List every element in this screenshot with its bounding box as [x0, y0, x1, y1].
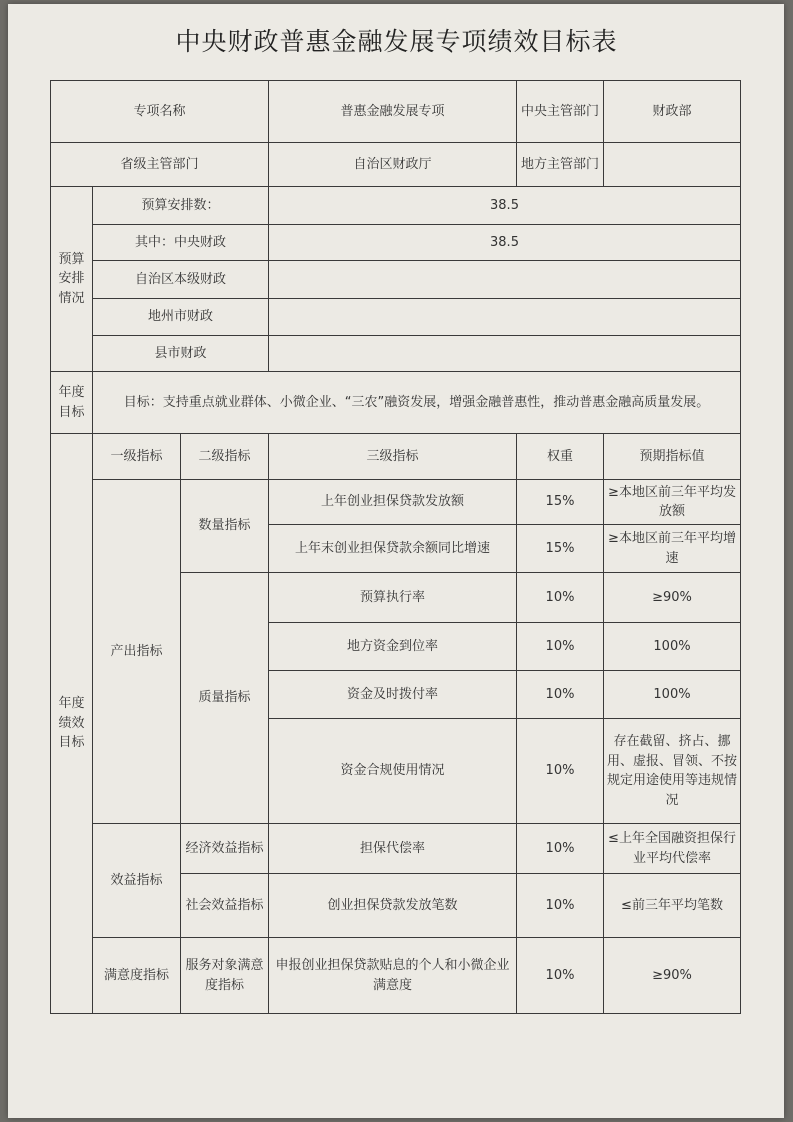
column-header: 预期指标值 — [604, 434, 741, 480]
table-row — [51, 938, 741, 1014]
target-value: 100% — [604, 623, 741, 671]
budget-label: 地州市财政 — [93, 299, 269, 336]
table-row — [51, 81, 741, 143]
local-dept-value — [604, 143, 741, 187]
column-header: 三级指标 — [269, 434, 517, 480]
table-row — [51, 187, 741, 225]
target-value: 存在截留、挤占、挪用、虚报、冒领、不按规定用途使用等违规情况 — [604, 719, 741, 824]
weight-value: 10% — [517, 671, 604, 719]
level3-name: 担保代偿率 — [269, 824, 517, 874]
target-value: ≥本地区前三年平均增速 — [604, 525, 741, 573]
table-row — [51, 480, 741, 525]
budget-value — [269, 336, 741, 372]
table-row — [51, 143, 741, 187]
provincial-dept-value: 自治区财政厅 — [269, 143, 517, 187]
budget-value — [269, 261, 741, 299]
column-header: 权重 — [517, 434, 604, 480]
level3-name: 资金及时拨付率 — [269, 671, 517, 719]
weight-value: 15% — [517, 480, 604, 525]
table-row — [51, 261, 741, 299]
table-row — [51, 434, 741, 480]
weight-value: 10% — [517, 719, 604, 824]
level3-name: 预算执行率 — [269, 573, 517, 623]
level1-satisfaction: 满意度指标 — [93, 938, 181, 1014]
table-row — [51, 225, 741, 261]
weight-value: 10% — [517, 824, 604, 874]
annual-goal-label: 年度目标 — [51, 372, 93, 434]
budget-value: 38.5 — [269, 187, 741, 225]
target-value: ≤上年全国融资担保行业平均代偿率 — [604, 824, 741, 874]
level3-name: 申报创业担保贷款贴息的个人和小微企业满意度 — [269, 938, 517, 1014]
weight-value: 15% — [517, 525, 604, 573]
table-row — [51, 299, 741, 336]
table-row — [51, 372, 741, 434]
target-value: ≥90% — [604, 938, 741, 1014]
central-dept-label: 中央主管部门 — [517, 81, 604, 143]
provincial-dept-label: 省级主管部门 — [51, 143, 269, 187]
target-value: ≤前三年平均笔数 — [604, 874, 741, 938]
page-title: 中央财政普惠金融发展专项绩效目标表 — [175, 27, 618, 56]
level3-name: 上年末创业担保贷款余额同比增速 — [269, 525, 517, 573]
weight-value: 10% — [517, 874, 604, 938]
level3-name: 上年创业担保贷款发放额 — [269, 480, 517, 525]
column-header: 二级指标 — [181, 434, 269, 480]
level2-service: 服务对象满意度指标 — [181, 938, 269, 1014]
budget-section-label: 预算安排情况 — [51, 187, 93, 372]
budget-label: 自治区本级财政 — [93, 261, 269, 299]
level3-name: 创业担保贷款发放笔数 — [269, 874, 517, 938]
target-value: ≥本地区前三年平均发放额 — [604, 480, 741, 525]
project-name-value: 普惠金融发展专项 — [269, 81, 517, 143]
level2-quality: 质量指标 — [181, 573, 269, 824]
weight-value: 10% — [517, 573, 604, 623]
target-value: ≥90% — [604, 573, 741, 623]
level2-social: 社会效益指标 — [181, 874, 269, 938]
level1-benefit: 效益指标 — [93, 824, 181, 938]
level1-output: 产出指标 — [93, 480, 181, 824]
table-row — [51, 824, 741, 874]
weight-value: 10% — [517, 938, 604, 1014]
indicators-section-label: 年度绩效目标 — [51, 434, 93, 1014]
central-dept-value: 财政部 — [604, 81, 741, 143]
level2-quantity: 数量指标 — [181, 480, 269, 573]
project-name-label: 专项名称 — [51, 81, 269, 143]
target-value: 100% — [604, 671, 741, 719]
level3-name: 地方资金到位率 — [269, 623, 517, 671]
annual-goal-text: 目标：支持重点就业群体、小微企业、“三农”融资发展，增强金融普惠性，推动普惠金融高质量发展。 — [93, 372, 741, 434]
level3-name: 资金合规使用情况 — [269, 719, 517, 824]
weight-value: 10% — [517, 623, 604, 671]
performance-target-table — [50, 80, 741, 1014]
budget-label: 县市财政 — [93, 336, 269, 372]
budget-label: 其中：中央财政 — [93, 225, 269, 261]
level2-economic: 经济效益指标 — [181, 824, 269, 874]
column-header: 一级指标 — [93, 434, 181, 480]
budget-value — [269, 299, 741, 336]
table-row — [51, 336, 741, 372]
budget-label: 预算安排数： — [93, 187, 269, 225]
local-dept-label: 地方主管部门 — [517, 143, 604, 187]
budget-value: 38.5 — [269, 225, 741, 261]
